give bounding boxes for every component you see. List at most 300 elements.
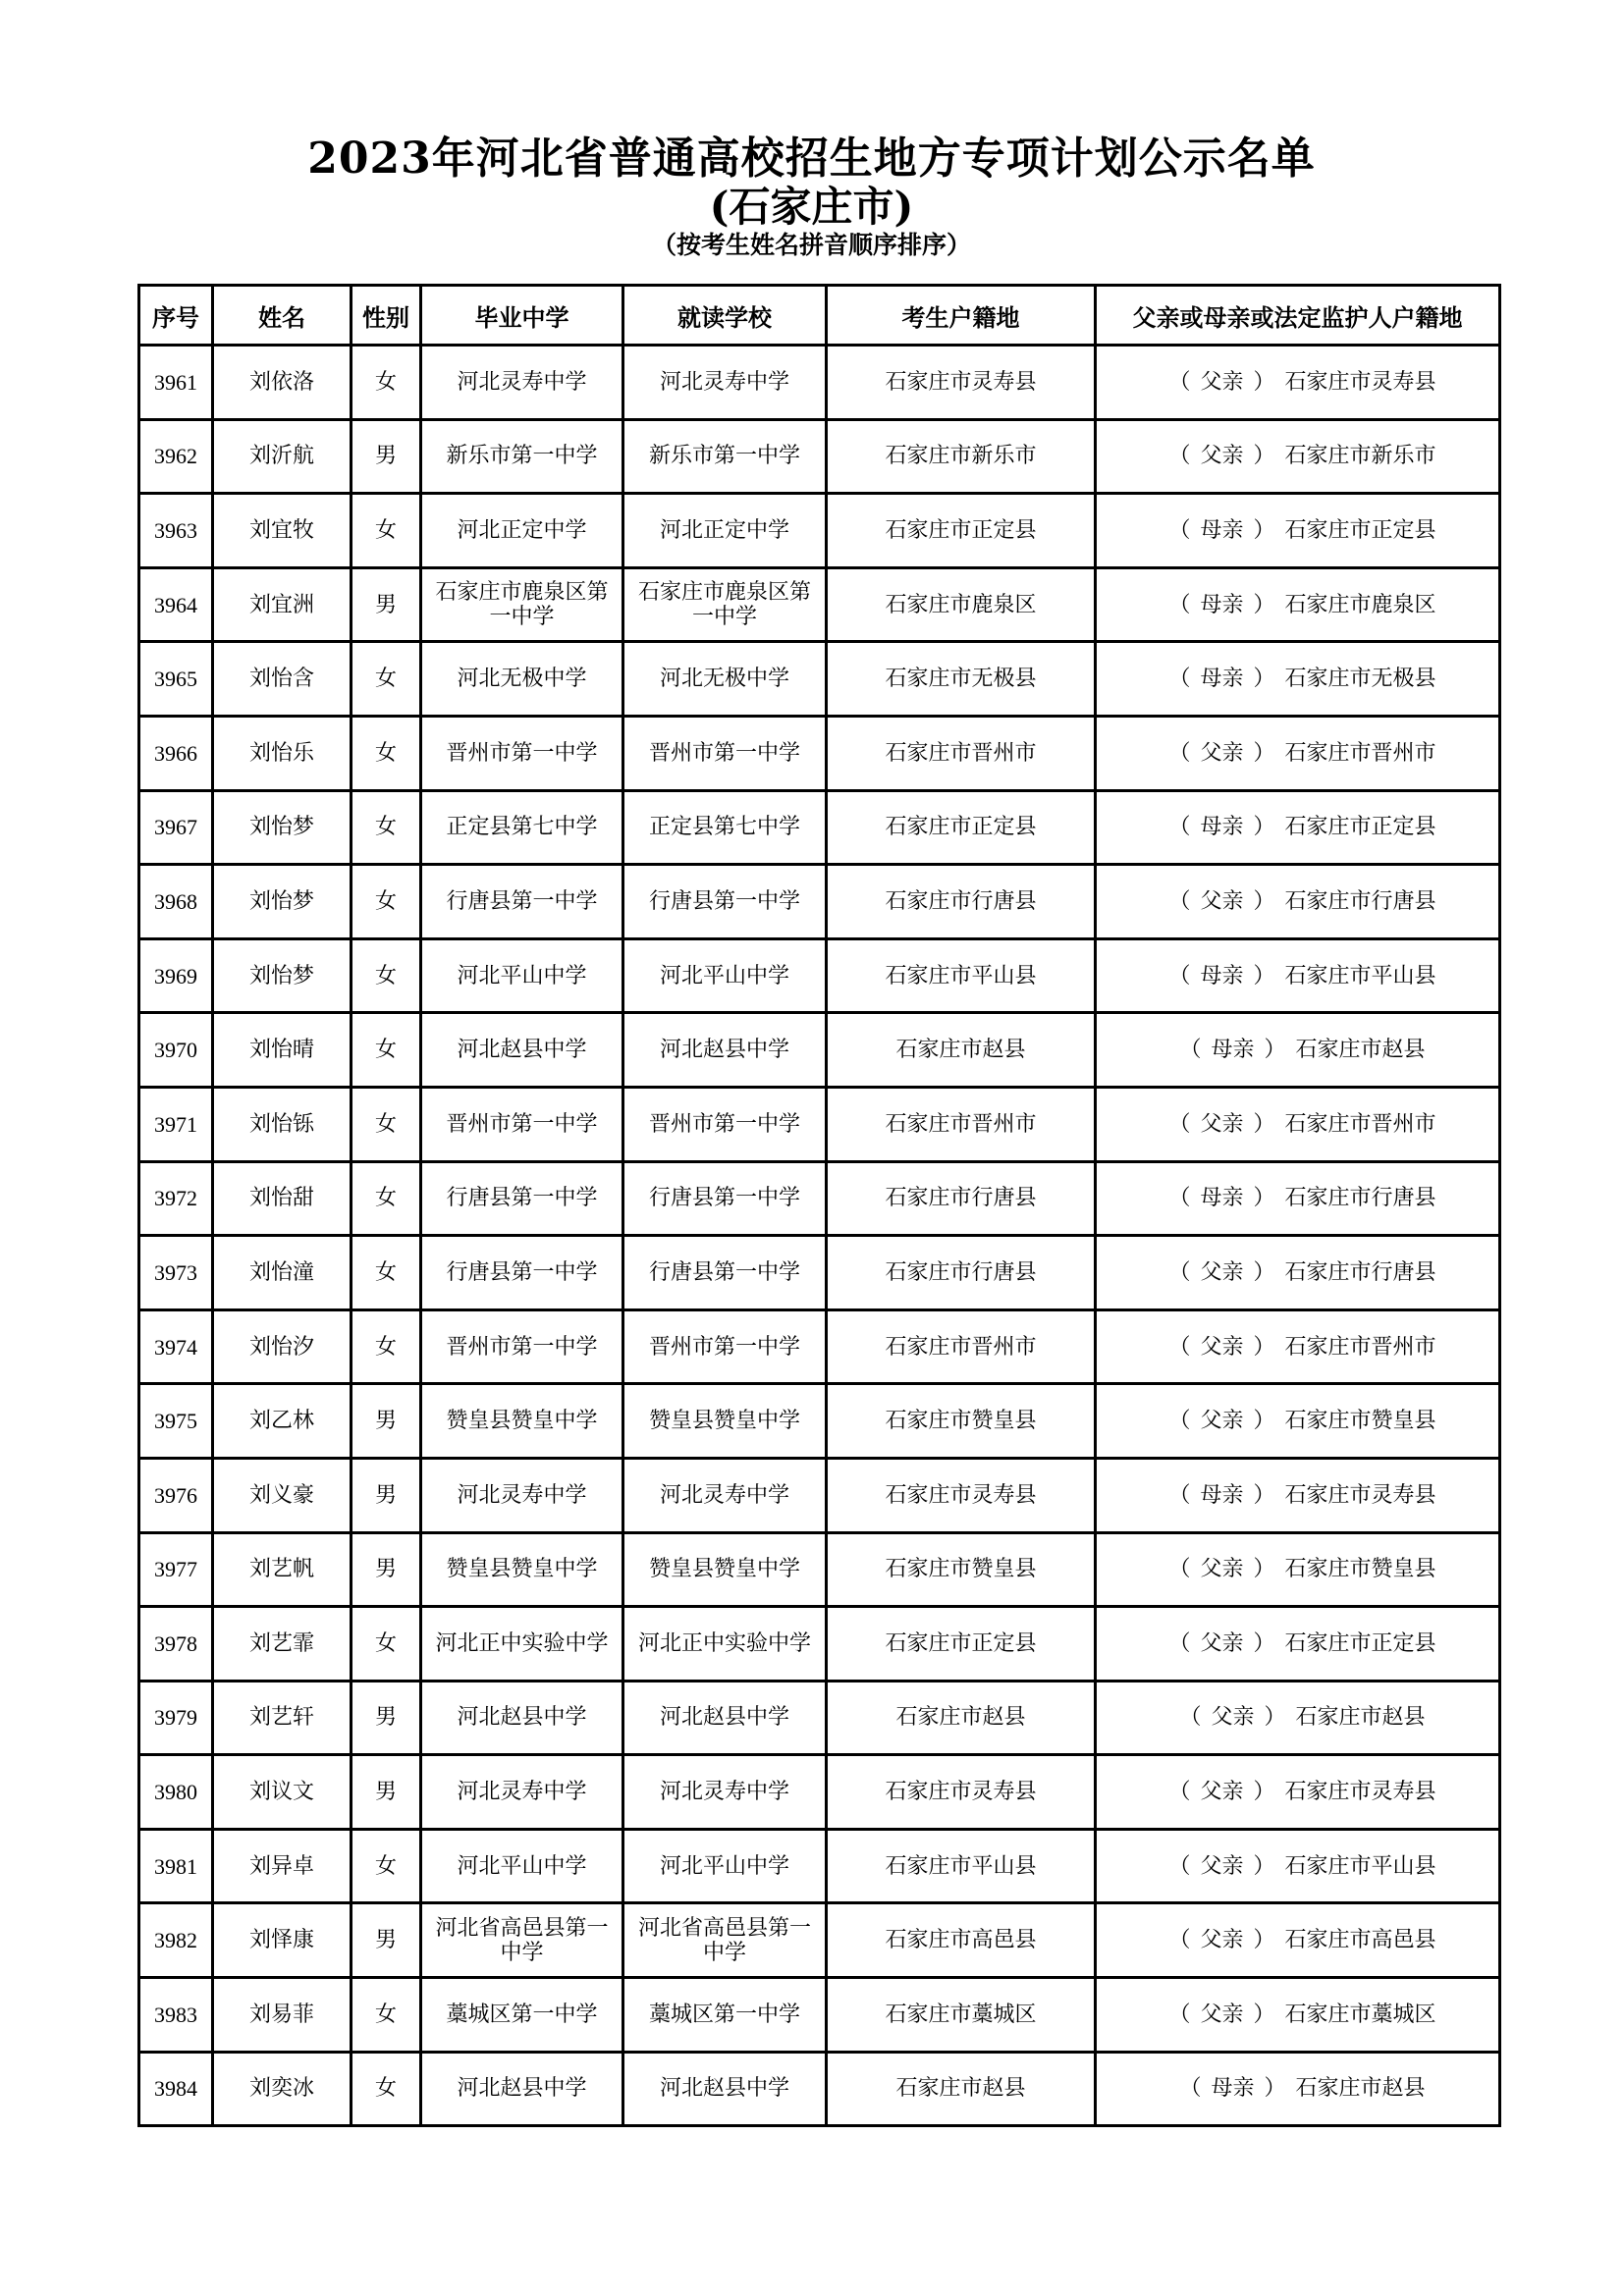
open-paren: （ [1168,1186,1191,1211]
table-row [139,865,1500,939]
cell-gender: 女 [352,346,421,420]
open-paren: （ [1168,1111,1191,1137]
close-paren: ） [1253,1557,1275,1582]
cell-grad-school: 行唐县第一中学 [421,1236,623,1310]
guardian-hukou-value: 石家庄市灵寿县 [1284,1780,1436,1805]
guardian-hukou-value: 石家庄市平山县 [1284,963,1436,988]
cell-no: 3977 [139,1532,213,1607]
cell-name: 刘艺霏 [213,1607,352,1682]
open-paren: （ [1168,740,1191,766]
cell-guardian-hukou [1096,1681,1500,1755]
guardian-hukou-value: 石家庄市正定县 [1284,815,1436,840]
cell-grad-school: 行唐县第一中学 [421,1161,623,1236]
cell-guardian-hukou [1096,1236,1500,1310]
cell-name: 刘宜洲 [213,567,352,642]
cell-guardian-hukou [1096,865,1500,939]
table-row [139,1532,1500,1607]
cell-name: 刘异卓 [213,1829,352,1903]
cell-grad-school: 正定县第七中学 [421,790,623,865]
cell-no: 3976 [139,1458,213,1532]
cell-guardian-hukou [1096,2052,1500,2126]
cell-guardian-hukou [1096,1829,1500,1903]
guardian-hukou-value: 石家庄市赵县 [1295,1705,1426,1731]
close-paren: ） [1253,1111,1275,1137]
cell-gender: 女 [352,716,421,790]
close-paren: ） [1253,1928,1275,1953]
cell-grad-school: 晋州市第一中学 [421,1309,623,1384]
header-grad-school: 毕业中学 [421,286,623,346]
cell-current-school: 赞皇县赞皇中学 [623,1532,827,1607]
cell-gender: 女 [352,494,421,568]
guardian-hukou-value: 石家庄市新乐市 [1284,444,1436,469]
document-sort-note: （按考生姓名拼音顺序排序） [651,231,971,259]
cell-current-school: 晋州市第一中学 [623,716,827,790]
cell-name: 刘义豪 [213,1458,352,1532]
cell-grad-school: 河北赵县中学 [421,2052,623,2126]
cell-gender: 女 [352,1236,421,1310]
guardian-hukou-value: 石家庄市灵寿县 [1284,1482,1436,1508]
guardian-relation: 父亲 [1200,1259,1244,1285]
cell-guardian-hukou [1096,790,1500,865]
cell-name: 刘怡乐 [213,716,352,790]
guardian-hukou-value: 石家庄市晋州市 [1284,1111,1436,1137]
cell-no: 3972 [139,1161,213,1236]
guardian-hukou-value: 石家庄市行唐县 [1284,1259,1436,1285]
cell-hukou: 石家庄市新乐市 [827,419,1096,494]
cell-no: 3965 [139,642,213,717]
cell-hukou: 石家庄市灵寿县 [827,346,1096,420]
guardian-relation: 父亲 [1200,1111,1244,1137]
cell-no: 3964 [139,567,213,642]
guardian-relation: 母亲 [1200,815,1244,840]
cell-hukou: 石家庄市灵寿县 [827,1755,1096,1830]
cell-hukou: 石家庄市赵县 [827,1681,1096,1755]
cell-current-school: 河北赵县中学 [623,1681,827,1755]
close-paren: ） [1253,1334,1275,1360]
header-hukou: 考生户籍地 [827,286,1096,346]
cell-grad-school: 河北赵县中学 [421,1013,623,1088]
guardian-hukou-value: 石家庄市高邑县 [1284,1928,1436,1953]
close-paren: ） [1253,1259,1275,1285]
table-row [139,1829,1500,1903]
guardian-relation: 父亲 [1200,1853,1244,1879]
cell-current-school: 河北赵县中学 [623,2052,827,2126]
cell-no: 3962 [139,419,213,494]
header-name: 姓名 [213,286,352,346]
open-paren: （ [1168,1853,1191,1879]
guardian-hukou-value: 石家庄市行唐县 [1284,1186,1436,1211]
table-row [139,346,1500,420]
cell-name: 刘艺轩 [213,1681,352,1755]
cell-hukou: 石家庄市赵县 [827,1013,1096,1088]
table-row [139,2052,1500,2126]
guardian-relation: 父亲 [1200,369,1244,395]
cell-name: 刘怡潼 [213,1236,352,1310]
cell-gender: 女 [352,1013,421,1088]
close-paren: ） [1253,1186,1275,1211]
cell-name: 刘艺帆 [213,1532,352,1607]
cell-grad-school: 赞皇县赞皇中学 [421,1384,623,1459]
open-paren: （ [1168,2002,1191,2027]
close-paren: ） [1253,517,1275,543]
cell-grad-school: 晋州市第一中学 [421,1087,623,1161]
guardian-hukou-value: 石家庄市藁城区 [1284,2002,1436,2027]
close-paren: ） [1253,667,1275,692]
guardian-hukou-value: 石家庄市灵寿县 [1284,369,1436,395]
cell-gender: 男 [352,1532,421,1607]
cell-hukou: 石家庄市正定县 [827,1607,1096,1682]
table-row [139,1978,1500,2053]
cell-name: 刘怡铄 [213,1087,352,1161]
open-paren: （ [1168,1259,1191,1285]
cell-current-school: 河北省高邑县第一中学 [623,1903,827,1978]
close-paren: ） [1253,2002,1275,2027]
guardian-relation: 母亲 [1200,517,1244,543]
cell-no: 3981 [139,1829,213,1903]
cell-gender: 女 [352,1829,421,1903]
guardian-relation: 父亲 [1200,1928,1244,1953]
cell-guardian-hukou [1096,1532,1500,1607]
guardian-hukou-value: 石家庄市晋州市 [1284,740,1436,766]
open-paren: （ [1168,369,1191,395]
guardian-relation: 母亲 [1200,667,1244,692]
guardian-relation: 母亲 [1200,592,1244,617]
close-paren: ） [1253,815,1275,840]
guardian-relation: 父亲 [1200,1630,1244,1656]
guardian-relation: 母亲 [1200,963,1244,988]
cell-no: 3971 [139,1087,213,1161]
table-header-row [139,286,1500,346]
table-row [139,716,1500,790]
open-paren: （ [1179,1705,1202,1731]
cell-no: 3970 [139,1013,213,1088]
cell-guardian-hukou [1096,419,1500,494]
table-row [139,419,1500,494]
table-row [139,938,1500,1013]
cell-current-school: 新乐市第一中学 [623,419,827,494]
cell-gender: 女 [352,865,421,939]
cell-guardian-hukou [1096,642,1500,717]
guardian-relation: 父亲 [1200,444,1244,469]
cell-name: 刘怡梦 [213,790,352,865]
cell-grad-school: 河北正定中学 [421,494,623,568]
cell-grad-school: 河北灵寿中学 [421,1755,623,1830]
cell-hukou: 石家庄市晋州市 [827,716,1096,790]
cell-hukou: 石家庄市赞皇县 [827,1384,1096,1459]
cell-gender: 女 [352,1309,421,1384]
cell-no: 3978 [139,1607,213,1682]
cell-current-school: 河北灵寿中学 [623,346,827,420]
guardian-hukou-value: 石家庄市正定县 [1284,517,1436,543]
cell-hukou: 石家庄市高邑县 [827,1903,1096,1978]
cell-grad-school: 赞皇县赞皇中学 [421,1532,623,1607]
cell-hukou: 石家庄市行唐县 [827,865,1096,939]
cell-name: 刘怡甜 [213,1161,352,1236]
cell-guardian-hukou [1096,1458,1500,1532]
table-row [139,1013,1500,1088]
cell-gender: 女 [352,938,421,1013]
document-title: 2023年河北省普通高校招生地方专项计划公示名单 [307,133,1316,184]
cell-name: 刘怡含 [213,642,352,717]
cell-grad-school: 行唐县第一中学 [421,865,623,939]
open-paren: （ [1168,815,1191,840]
cell-hukou: 石家庄市晋州市 [827,1309,1096,1384]
cell-current-school: 赞皇县赞皇中学 [623,1384,827,1459]
guardian-relation: 父亲 [1200,2002,1244,2027]
open-paren: （ [1179,1038,1202,1063]
cell-guardian-hukou [1096,1309,1500,1384]
cell-current-school: 河北灵寿中学 [623,1755,827,1830]
cell-no: 3969 [139,938,213,1013]
cell-guardian-hukou [1096,1755,1500,1830]
open-paren: （ [1168,444,1191,469]
close-paren: ） [1253,1780,1275,1805]
cell-gender: 男 [352,1903,421,1978]
cell-hukou: 石家庄市灵寿县 [827,1458,1096,1532]
cell-no: 3984 [139,2052,213,2126]
cell-guardian-hukou [1096,1087,1500,1161]
cell-hukou: 石家庄市赵县 [827,2052,1096,2126]
cell-no: 3980 [139,1755,213,1830]
cell-name: 刘奕冰 [213,2052,352,2126]
guardian-relation: 父亲 [1200,888,1244,914]
table-row [139,790,1500,865]
cell-gender: 女 [352,1087,421,1161]
cell-hukou: 石家庄市正定县 [827,790,1096,865]
cell-current-school: 河北平山中学 [623,1829,827,1903]
cell-gender: 男 [352,567,421,642]
open-paren: （ [1168,592,1191,617]
guardian-relation: 父亲 [1200,1334,1244,1360]
cell-name: 刘易菲 [213,1978,352,2053]
cell-grad-school: 河北赵县中学 [421,1681,623,1755]
cell-no: 3975 [139,1384,213,1459]
cell-hukou: 石家庄市行唐县 [827,1161,1096,1236]
cell-grad-school: 河北灵寿中学 [421,1458,623,1532]
cell-guardian-hukou [1096,1903,1500,1978]
cell-guardian-hukou [1096,567,1500,642]
cell-hukou: 石家庄市鹿泉区 [827,567,1096,642]
cell-guardian-hukou [1096,1161,1500,1236]
guardian-hukou-value: 石家庄市赞皇县 [1284,1409,1436,1434]
cell-hukou: 石家庄市藁城区 [827,1978,1096,2053]
table-row [139,1309,1500,1384]
cell-gender: 男 [352,1681,421,1755]
cell-current-school: 河北赵县中学 [623,1013,827,1088]
cell-current-school: 藁城区第一中学 [623,1978,827,2053]
header-no: 序号 [139,286,213,346]
table-row [139,494,1500,568]
cell-grad-school: 河北平山中学 [421,1829,623,1903]
close-paren: ） [1253,740,1275,766]
guardian-relation: 父亲 [1200,1557,1244,1582]
cell-hukou: 石家庄市无极县 [827,642,1096,717]
guardian-relation: 父亲 [1200,1780,1244,1805]
cell-no: 3963 [139,494,213,568]
table-row [139,567,1500,642]
table-row [139,1161,1500,1236]
cell-guardian-hukou [1096,716,1500,790]
open-paren: （ [1168,1557,1191,1582]
guardian-relation: 母亲 [1211,2076,1255,2102]
cell-name: 刘乙林 [213,1384,352,1459]
close-paren: ） [1253,1853,1275,1879]
cell-current-school: 河北平山中学 [623,938,827,1013]
cell-gender: 女 [352,790,421,865]
cell-gender: 男 [352,1458,421,1532]
cell-name: 刘怡梦 [213,938,352,1013]
cell-current-school: 石家庄市鹿泉区第一中学 [623,567,827,642]
cell-no: 3979 [139,1681,213,1755]
cell-guardian-hukou [1096,938,1500,1013]
cell-grad-school: 河北省高邑县第一中学 [421,1903,623,1978]
table-row [139,642,1500,717]
open-paren: （ [1168,1409,1191,1434]
cell-grad-school: 河北灵寿中学 [421,346,623,420]
guardian-hukou-value: 石家庄市无极县 [1284,667,1436,692]
open-paren: （ [1168,888,1191,914]
cell-current-school: 行唐县第一中学 [623,865,827,939]
cell-name: 刘议文 [213,1755,352,1830]
cell-no: 3983 [139,1978,213,2053]
close-paren: ） [1264,2076,1286,2102]
cell-gender: 女 [352,642,421,717]
cell-gender: 男 [352,1755,421,1830]
cell-no: 3973 [139,1236,213,1310]
close-paren: ） [1253,1630,1275,1656]
guardian-relation: 母亲 [1211,1038,1255,1063]
cell-grad-school: 晋州市第一中学 [421,716,623,790]
cell-no: 3968 [139,865,213,939]
open-paren: （ [1168,963,1191,988]
table-row [139,1607,1500,1682]
cell-gender: 女 [352,2052,421,2126]
open-paren: （ [1179,2076,1202,2102]
cell-current-school: 河北无极中学 [623,642,827,717]
open-paren: （ [1168,667,1191,692]
open-paren: （ [1168,1334,1191,1360]
cell-hukou: 石家庄市行唐县 [827,1236,1096,1310]
cell-name: 刘怿康 [213,1903,352,1978]
close-paren: ） [1253,444,1275,469]
open-paren: （ [1168,1630,1191,1656]
cell-current-school: 河北灵寿中学 [623,1458,827,1532]
guardian-hukou-value: 石家庄市平山县 [1284,1853,1436,1879]
cell-hukou: 石家庄市晋州市 [827,1087,1096,1161]
close-paren: ） [1264,1705,1286,1731]
cell-hukou: 石家庄市正定县 [827,494,1096,568]
cell-grad-school: 河北无极中学 [421,642,623,717]
guardian-hukou-value: 石家庄市行唐县 [1284,888,1436,914]
cell-no: 3974 [139,1309,213,1384]
document-subtitle-city: (石家庄市) [709,183,914,231]
cell-guardian-hukou [1096,1013,1500,1088]
cell-current-school: 河北正中实验中学 [623,1607,827,1682]
cell-no: 3982 [139,1903,213,1978]
cell-name: 刘依洛 [213,346,352,420]
table-row [139,1236,1500,1310]
guardian-relation: 父亲 [1200,740,1244,766]
cell-name: 刘宜牧 [213,494,352,568]
guardian-relation: 父亲 [1211,1705,1255,1731]
cell-gender: 女 [352,1607,421,1682]
close-paren: ） [1253,1482,1275,1508]
cell-current-school: 晋州市第一中学 [623,1309,827,1384]
cell-hukou: 石家庄市赞皇县 [827,1532,1096,1607]
cell-current-school: 正定县第七中学 [623,790,827,865]
close-paren: ） [1264,1038,1286,1063]
cell-guardian-hukou [1096,1978,1500,2053]
close-paren: ） [1253,592,1275,617]
header-gender: 性别 [352,286,421,346]
guardian-hukou-value: 石家庄市晋州市 [1284,1334,1436,1360]
cell-grad-school: 藁城区第一中学 [421,1978,623,2053]
open-paren: （ [1168,1780,1191,1805]
cell-guardian-hukou [1096,1384,1500,1459]
cell-current-school: 晋州市第一中学 [623,1087,827,1161]
cell-name: 刘怡晴 [213,1013,352,1088]
guardian-hukou-value: 石家庄市赵县 [1295,2076,1426,2102]
guardian-hukou-value: 石家庄市鹿泉区 [1284,592,1436,617]
cell-grad-school: 河北平山中学 [421,938,623,1013]
guardian-relation: 父亲 [1200,1409,1244,1434]
cell-current-school: 行唐县第一中学 [623,1236,827,1310]
cell-grad-school: 河北正中实验中学 [421,1607,623,1682]
cell-grad-school: 新乐市第一中学 [421,419,623,494]
guardian-hukou-value: 石家庄市正定县 [1284,1630,1436,1656]
table-row [139,1755,1500,1830]
close-paren: ） [1253,888,1275,914]
table-row [139,1087,1500,1161]
close-paren: ） [1253,963,1275,988]
cell-no: 3967 [139,790,213,865]
close-paren: ） [1253,369,1275,395]
header-guardian-hukou: 父亲或母亲或法定监护人户籍地 [1096,286,1500,346]
cell-hukou: 石家庄市平山县 [827,938,1096,1013]
table-row [139,1681,1500,1755]
guardian-hukou-value: 石家庄市赞皇县 [1284,1557,1436,1582]
open-paren: （ [1168,1482,1191,1508]
guardian-relation: 母亲 [1200,1482,1244,1508]
open-paren: （ [1168,1928,1191,1953]
cell-gender: 男 [352,1384,421,1459]
cell-guardian-hukou [1096,494,1500,568]
table-row [139,1903,1500,1978]
close-paren: ） [1253,1409,1275,1434]
guardian-hukou-value: 石家庄市赵县 [1295,1038,1426,1063]
cell-name: 刘怡梦 [213,865,352,939]
cell-grad-school: 石家庄市鹿泉区第一中学 [421,567,623,642]
cell-no: 3966 [139,716,213,790]
cell-gender: 女 [352,1161,421,1236]
table-row [139,1458,1500,1532]
table-body [139,346,1500,2126]
candidate-table [137,284,1501,2127]
guardian-relation: 母亲 [1200,1186,1244,1211]
cell-name: 刘怡汐 [213,1309,352,1384]
table-row [139,1384,1500,1459]
header-current-school: 就读学校 [623,286,827,346]
cell-gender: 女 [352,1978,421,2053]
cell-gender: 男 [352,419,421,494]
cell-current-school: 河北正定中学 [623,494,827,568]
cell-no: 3961 [139,346,213,420]
cell-guardian-hukou [1096,1607,1500,1682]
cell-guardian-hukou [1096,346,1500,420]
cell-hukou: 石家庄市平山县 [827,1829,1096,1903]
open-paren: （ [1168,517,1191,543]
cell-name: 刘沂航 [213,419,352,494]
